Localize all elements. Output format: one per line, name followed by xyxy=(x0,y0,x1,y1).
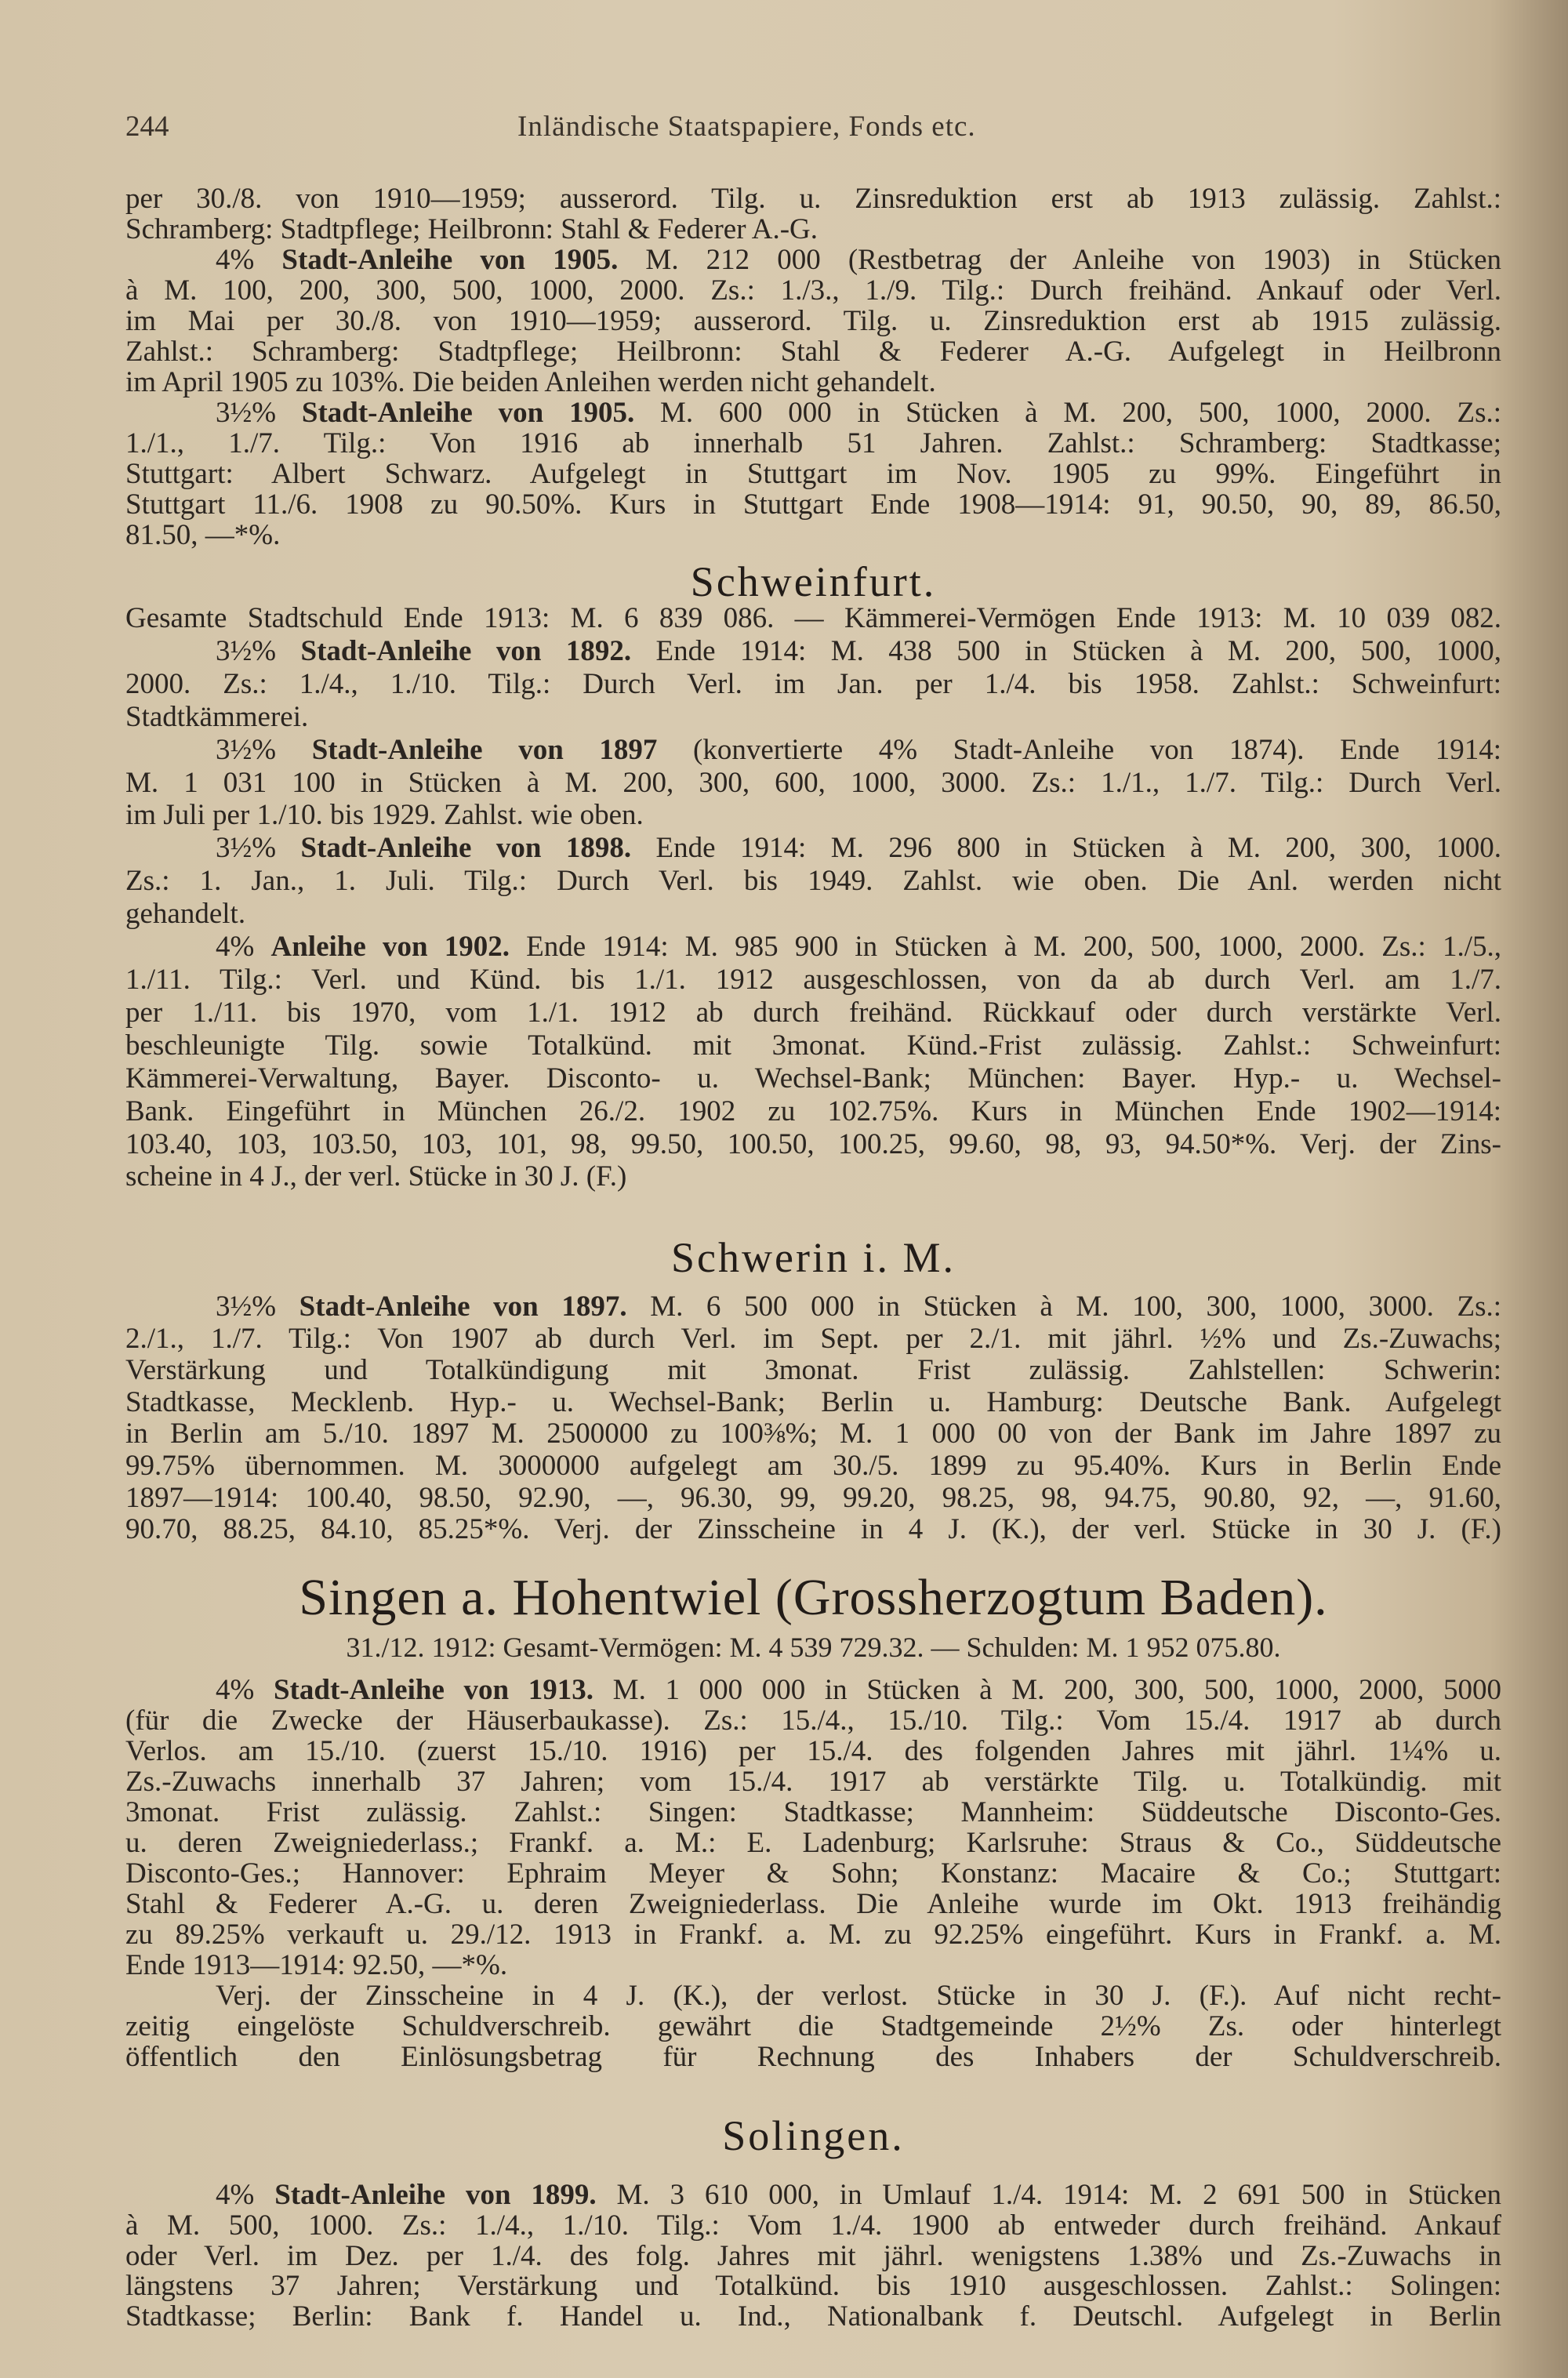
line-text: Kämmerei-Verwaltung, Bayer. Disconto- u. Wechsel-Bank; München: Bayer. Hyp.- u. Wechsel- xyxy=(125,1062,1501,1095)
paragraph xyxy=(125,1675,1501,1980)
text-line xyxy=(125,997,1501,1029)
text-line xyxy=(125,832,1501,865)
line-text: Ende 1914: M. 296 800 in Stücken à M. 200, 300, 1000. xyxy=(655,832,1502,865)
line-text: beschleunigte Tilg. sowie Totalkünd. mit 3monat. Künd.-Frist zulässig. Zahlst.: Schweinfurt: xyxy=(125,1029,1501,1062)
line-text: Schramberg: Stadtpflege; Heilbronn: Stahl & Federer A.-G. xyxy=(125,213,818,245)
section-body xyxy=(125,1675,1501,2072)
running-title: Inländische Staatspapiere, Fonds etc. xyxy=(517,111,976,143)
line-text: öffentlich den Einlösungsbetrag für Rechnung des Inhabers der Schuldverschreib. xyxy=(125,2041,1501,2073)
text-line xyxy=(125,1029,1501,1062)
line-text: 2000. Zs.: 1./4., 1./10. Tilg.: Durch Verl. im Jan. per 1./4. bis 1958. Zahlst.: Schweinfurt: xyxy=(125,667,1501,700)
text-line xyxy=(125,1705,1501,1736)
line-text: à M. 100, 200, 300, 500, 1000, 2000. Zs.: 1./3., 1./9. Tilg.: Durch freihänd. Ankauf oder Verl. xyxy=(125,274,1501,307)
page-number: 244 xyxy=(125,111,169,143)
text-line xyxy=(125,701,1501,734)
text-line xyxy=(125,767,1501,800)
text-line xyxy=(125,2239,1501,2272)
line-text: u. deren Zweigniederlass.; Frankf. a. M.: E. Ladenburg; Karlsruhe: Straus & Co., Süddeutsche xyxy=(125,1827,1501,1859)
text-line xyxy=(125,1355,1501,1387)
line-text: zu 89.25% verkauft u. 29./12. 1913 in Frankf. a. M. zu 92.25% eingeführt. Kurs in Frankf. a. M. xyxy=(125,1919,1501,1951)
line-text: Zs.-Zuwachs innerhalb 37 Jahren; vom 15./4. 1917 ab verstärkte Tilg. u. Totalkündig. mit xyxy=(125,1766,1501,1798)
text-line xyxy=(125,1950,1501,1980)
line-text: gehandelt. xyxy=(125,898,246,931)
line-text: M. 1 000 000 in Stücken à M. 200, 300, 500, 1000, 2000, 5000 xyxy=(612,1674,1502,1706)
bond-title: Anleihe von 1902. xyxy=(270,931,510,964)
line-text: à M. 500, 1000. Zs.: 1./4., 1./10. Tilg.: Vom 1./4. 1900 ab entweder durch freihänd. Ankauf xyxy=(125,2209,1501,2242)
section-heading: Schwerin i. M. xyxy=(671,1233,956,1281)
text-line xyxy=(125,898,1501,931)
text-line xyxy=(125,668,1501,701)
section-heading: Singen a. Hohentwiel (Grossherzogtum Baden). xyxy=(299,1569,1328,1627)
section-body xyxy=(125,183,1501,550)
section-body xyxy=(125,602,1501,1193)
text-line xyxy=(125,865,1501,898)
bond-title: Stadt-Anleihe von 1899. xyxy=(274,2179,597,2211)
text-line xyxy=(125,931,1501,964)
text-line xyxy=(125,1980,1501,2011)
line-text: 103.40, 103, 103.50, 103, 101, 98, 99.50, 100.50, 100.25, 99.60, 98, 93, 94.50*%. Verj. der Zins- xyxy=(125,1127,1501,1160)
paragraph xyxy=(125,832,1501,931)
text-line xyxy=(125,2211,1501,2242)
text-line xyxy=(125,1418,1501,1450)
line-text: im Mai per 30./8. von 1910—1959; ausserord. Tilg. u. Zinsreduktion erst ab 1915 zulässig. xyxy=(125,305,1501,337)
text-line xyxy=(125,214,1501,245)
section-heading: Solingen. xyxy=(722,2111,905,2159)
paragraph xyxy=(125,635,1501,734)
paragraph xyxy=(125,1291,1501,1546)
line-text: im April 1905 zu 103%. Die beiden Anleihen werden nicht gehandelt. xyxy=(125,366,936,398)
line-text: oder Verl. im Dez. per 1./4. des folg. Jahres mit jährl. wenigstens 1.38% und Zs.-Zuwachs in xyxy=(125,2239,1501,2272)
line-text: Gesamte Stadtschuld Ende 1913: M. 6 839 086. — Kämmerei-Vermögen Ende 1913: M. 10 039 082. xyxy=(125,602,1501,634)
line-text: per 1./11. bis 1970, vom 1./1. 1912 ab durch freihänd. Rückkauf oder durch verstärkte Verl. xyxy=(125,996,1501,1029)
line-text: in Berlin am 5./10. 1897 M. 2500000 zu 100⅜%; M. 1 000 00 von der Bank im Jahre 1897 zu xyxy=(125,1418,1501,1450)
bond-title: Stadt-Anleihe von 1897. xyxy=(299,1291,627,1323)
text-line xyxy=(125,635,1501,668)
text-line xyxy=(125,2180,1501,2211)
line-text: 99.75% übernommen. M. 3000000 aufgelegt am 30./5. 1899 zu 95.40%. Kurs in Berlin Ende xyxy=(125,1449,1501,1482)
text-line xyxy=(125,2042,1501,2072)
text-line xyxy=(125,306,1501,336)
line-text: zeitig eingelöste Schuldverschreib. gewährt die Stadtgemeinde 2½% Zs. oder hinterlegt xyxy=(125,2010,1501,2042)
text-line xyxy=(125,1095,1501,1128)
bond-title: Stadt-Anleihe von 1892. xyxy=(300,634,632,667)
text-line xyxy=(125,336,1501,367)
line-text: Verlos. am 15./10. (zuerst 15./10. 1916) per 15./4. des folgenden Jahres mit jährl. 1¼% u. xyxy=(125,1735,1501,1767)
text-line xyxy=(125,1919,1501,1950)
text-line xyxy=(125,1858,1501,1889)
line-text: Stadtkämmerei. xyxy=(125,700,309,733)
text-line xyxy=(125,1128,1501,1161)
line-text: 3monat. Frist zulässig. Zahlst.: Singen: Stadtkasse; Mannheim: Süddeutsche Disconto-Ges. xyxy=(125,1796,1501,1828)
text-line xyxy=(125,1160,1501,1193)
bond-title: Stadt-Anleihe von 1898. xyxy=(300,832,632,865)
line-text: M. 6 500 000 in Stücken à M. 100, 300, 1000, 3000. Zs.: xyxy=(650,1291,1502,1323)
line-text: Stahl & Federer A.-G. u. deren Zweigniederlass. Die Anleihe wurde im Okt. 1913 freihändig xyxy=(125,1888,1501,1920)
line-text: 1./11. Tilg.: Verl. und Künd. bis 1./1. 1912 ausgeschlossen, von da ab durch Verl. am 1./7. xyxy=(125,963,1501,996)
bond-title: Stadt-Anleihe von 1905. xyxy=(281,244,619,276)
interest-rate: 3½% xyxy=(216,832,277,865)
interest-rate: 4% xyxy=(216,1674,255,1706)
interest-rate: 3½% xyxy=(216,733,277,766)
text-line xyxy=(125,1291,1501,1323)
text-line xyxy=(125,799,1501,832)
text-line xyxy=(125,275,1501,306)
line-text: Stadtkasse; Berlin: Bank f. Handel u. Ind., Nationalbank f. Deutschl. Aufgelegt in Berlin xyxy=(125,2300,1501,2333)
text-line xyxy=(125,1766,1501,1797)
line-text: Stuttgart 11./6. 1908 zu 90.50%. Kurs in Stuttgart Ende 1908—1914: 91, 90.50, 90, 89, 86.50, xyxy=(125,488,1501,521)
text-line xyxy=(125,734,1501,767)
line-text: (konvertierte 4% Stadt-Anleihe von 1874). Ende 1914: xyxy=(693,733,1502,766)
line-text: 81.50, —*%. xyxy=(125,519,281,551)
line-text: scheine in 4 J., der verl. Stücke in 30 J. (F.) xyxy=(125,1160,627,1193)
line-text: Verj. der Zinsscheine in 4 J. (K.), der verlost. Stücke in 30 J. (F.). Auf nicht recht- xyxy=(216,1980,1501,2012)
text-line xyxy=(125,602,1501,635)
text-line xyxy=(125,2011,1501,2042)
interest-rate: 4% xyxy=(216,931,255,964)
interest-rate: 3½% xyxy=(216,1291,277,1323)
paragraph xyxy=(125,734,1501,833)
line-text: (für die Zwecke der Häuserbaukasse). Zs.: 15./4., 15./10. Tilg.: Vom 15./4. 1917 ab durch xyxy=(125,1705,1501,1737)
text-line xyxy=(125,1450,1501,1483)
text-line xyxy=(125,1514,1501,1546)
line-text: Zs.: 1. Jan., 1. Juli. Tilg.: Durch Verl. bis 1949. Zahlst. wie oben. Die Anl. werden nicht xyxy=(125,865,1501,898)
bond-title: Stadt-Anleihe von 1897 xyxy=(311,733,658,766)
line-text: Ende 1914: M. 985 900 in Stücken à M. 200, 500, 1000, 2000. Zs.: 1./5., xyxy=(526,931,1502,964)
line-text: M. 600 000 in Stücken à M. 200, 500, 1000, 2000. Zs.: xyxy=(660,397,1501,429)
text-line xyxy=(125,2271,1501,2302)
text-line xyxy=(125,520,1501,550)
text-line xyxy=(125,183,1501,214)
paragraph xyxy=(125,183,1501,245)
line-text: 90.70, 88.25, 84.10, 85.25*%. Verj. der Zinsscheine in 4 J. (K.), der verl. Stücke in 30 J. (F.) xyxy=(125,1513,1501,1546)
text-line xyxy=(125,1736,1501,1766)
text-line xyxy=(125,964,1501,997)
text-line xyxy=(125,2302,1501,2333)
text-line xyxy=(125,459,1501,489)
text-line xyxy=(125,245,1501,275)
line-text: Ende 1913—1914: 92.50, —*%. xyxy=(125,1949,508,1981)
paragraph xyxy=(125,398,1501,550)
line-text: M. 212 000 (Restbetrag der Anleihe von 1903) in Stücken xyxy=(645,244,1502,276)
bond-title: Stadt-Anleihe von 1913. xyxy=(273,1674,594,1706)
text-line xyxy=(125,1483,1501,1515)
interest-rate: 3½% xyxy=(216,634,277,667)
section-subheading: 31./12. 1912: Gesamt-Vermögen: M. 4 539 729.32. — Schulden: M. 1 952 075.80. xyxy=(346,1632,1281,1663)
paragraph xyxy=(125,2180,1501,2333)
line-text: Disconto-Ges.; Hannover: Ephraim Meyer & Sohn; Konstanz: Macaire & Co.; Stuttgart: xyxy=(125,1857,1501,1890)
text-line xyxy=(125,1062,1501,1095)
line-text: per 30./8. von 1910—1959; ausserord. Tilg. u. Zinsreduktion erst ab 1913 zulässig. Zahlst.: xyxy=(125,183,1501,215)
paragraph xyxy=(125,1980,1501,2072)
text-line xyxy=(125,1387,1501,1419)
line-text: 1897—1914: 100.40, 98.50, 92.90, —, 96.30, 99, 99.20, 98.25, 98, 94.75, 90.80, 92, —, 91.60, xyxy=(125,1481,1501,1514)
line-text: M. 1 031 100 in Stücken à M. 200, 300, 600, 1000, 3000. Zs.: 1./1., 1./7. Tilg.: Durch Verl. xyxy=(125,766,1501,799)
line-text: Zahlst.: Schramberg: Stadtpflege; Heilbronn: Stahl & Federer A.-G. Aufgelegt in Heilbronn xyxy=(125,336,1501,368)
text-line xyxy=(125,1797,1501,1828)
line-text: Bank. Eingeführt in München 26./2. 1902 zu 102.75%. Kurs in München Ende 1902—1914: xyxy=(125,1095,1501,1127)
text-line xyxy=(125,489,1501,520)
text-line xyxy=(125,367,1501,398)
interest-rate: 4% xyxy=(216,2179,255,2211)
paragraph xyxy=(125,602,1501,635)
section-heading: Schweinfurt. xyxy=(690,557,937,605)
text-line xyxy=(125,428,1501,459)
text-line xyxy=(125,1828,1501,1858)
line-text: längstens 37 Jahren; Verstärkung und Totalkünd. bis 1910 ausgeschlossen. Zahlst.: Solingen: xyxy=(125,2270,1501,2303)
line-text: im Juli per 1./10. bis 1929. Zahlst. wie oben. xyxy=(125,799,644,832)
line-text: Ende 1914: M. 438 500 in Stücken à M. 200, 500, 1000, xyxy=(655,634,1502,667)
text-line xyxy=(125,398,1501,428)
line-text: Stuttgart: Albert Schwarz. Aufgelegt in Stuttgart im Nov. 1905 zu 99%. Eingeführt in xyxy=(125,458,1501,490)
text-line xyxy=(125,1889,1501,1919)
paragraph xyxy=(125,931,1501,1193)
text-line xyxy=(125,1675,1501,1705)
line-text: 1./1., 1./7. Tilg.: Von 1916 ab innerhalb 51 Jahren. Zahlst.: Schramberg: Stadtkasse; xyxy=(125,427,1501,459)
line-text: Verstärkung und Totalkündigung mit 3monat. Frist zulässig. Zahlstellen: Schwerin: xyxy=(125,1354,1501,1387)
paragraph xyxy=(125,245,1501,398)
line-text: Stadtkasse, Mecklenb. Hyp.- u. Wechsel-Bank; Berlin u. Hamburg: Deutsche Bank. Aufgelegt xyxy=(125,1385,1501,1418)
text-line xyxy=(125,1323,1501,1356)
section-body xyxy=(125,1291,1501,1546)
bond-title: Stadt-Anleihe von 1905. xyxy=(301,397,635,429)
line-text: 2./1., 1./7. Tilg.: Von 1907 ab durch Verl. im Sept. per 2./1. mit jährl. ½% und Zs.-Zuwachs; xyxy=(125,1322,1501,1355)
interest-rate: 3½% xyxy=(216,397,277,429)
section-body xyxy=(125,2180,1501,2333)
interest-rate: 4% xyxy=(216,244,255,276)
line-text: M. 3 610 000, in Umlauf 1./4. 1914: M. 2 691 500 in Stücken xyxy=(616,2179,1501,2211)
